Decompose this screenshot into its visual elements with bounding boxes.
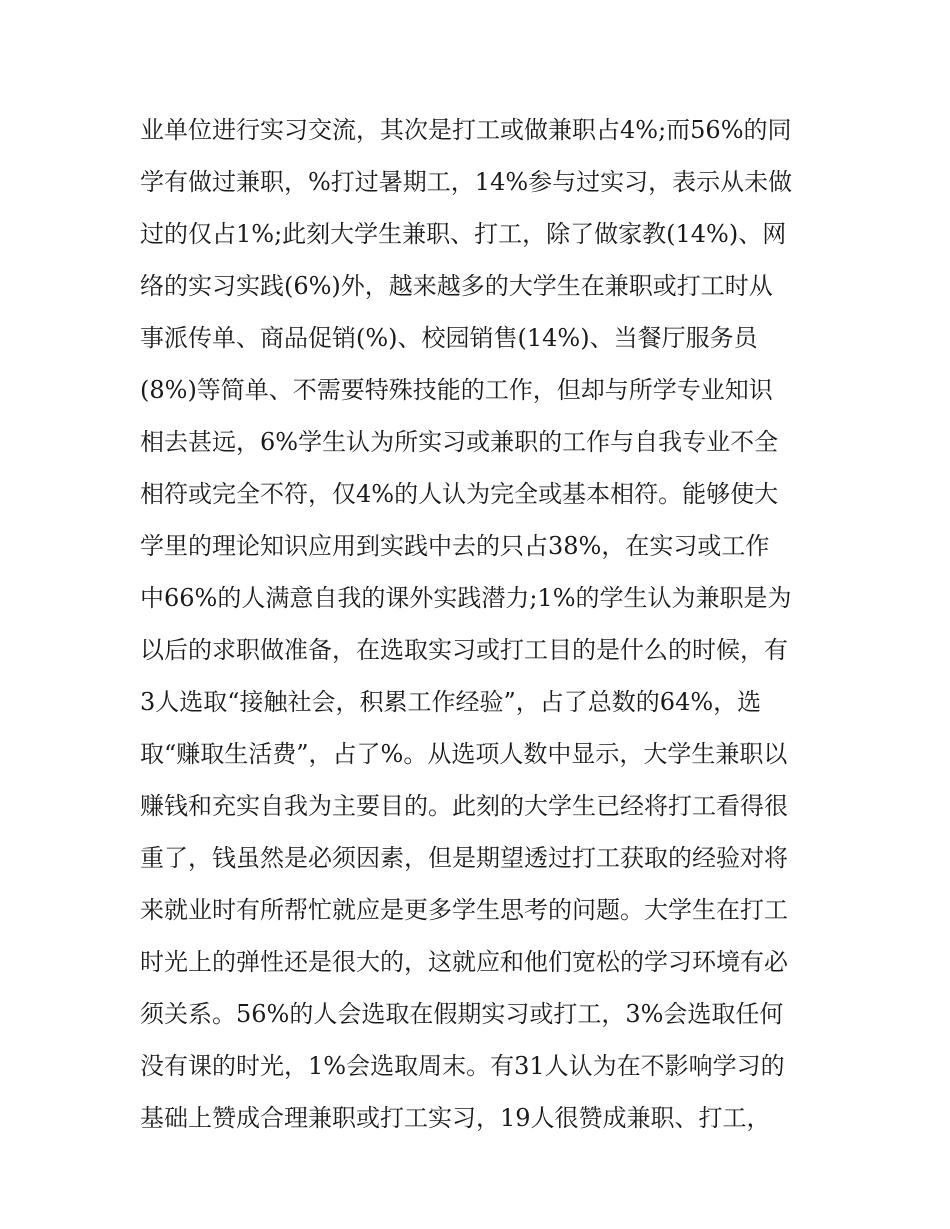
text-line: 须关系。56%的人会选取在假期实习或打工，3%会选取任何	[140, 1000, 784, 1028]
text-line: 相符或完全不符，仅4%的人认为完全或基本相符。能够使大	[140, 480, 779, 508]
text-line: 3人选取“接触社会，积累工作经验”，占了总数的64%，选	[140, 688, 762, 716]
text-line: 相去甚远，6%学生认为所实习或兼职的工作与自我专业不全	[140, 428, 779, 456]
text-line: 学有做过兼职，%打过暑期工，14%参与过实习，表示从未做	[140, 168, 793, 196]
text-line: 络的实习实践(6%)外，越来越多的大学生在兼职或打工时从	[140, 272, 773, 300]
text-line: 业单位进行实习交流，其次是打工或做兼职占4%;而56%的同	[140, 116, 792, 144]
text-line: 中66%的人满意自我的课外实践潜力;1%的学生认为兼职是为	[140, 584, 792, 612]
text-line: 没有课的时光，1%会选取周末。有31人认为在不影响学习的	[140, 1052, 785, 1080]
text-line: 过的仅占1%;此刻大学生兼职、打工，除了做家教(14%)、网	[140, 220, 787, 248]
text-line: 取“赚取生活费”，占了%。从选项人数中显示，大学生兼职以	[140, 740, 788, 768]
text-line: 赚钱和充实自我为主要目的。此刻的大学生已经将打工看得很	[140, 792, 788, 820]
text-line: 事派传单、商品促销(%)、校园销售(14%)、当餐厅服务员	[140, 324, 758, 352]
text-line: 学里的理论知识应用到实践中去的只占38%，在实习或工作	[140, 532, 770, 560]
text-line: 以后的求职做准备，在选取实习或打工目的是什么的时候，有	[140, 636, 788, 664]
text-line: 基础上赞成合理兼职或打工实习，19人很赞成兼职、打工，	[140, 1104, 771, 1132]
body-paragraph	[140, 104, 820, 1144]
text-line: 来就业时有所帮忙就应是更多学生思考的问题。大学生在打工	[140, 896, 788, 924]
text-line: 重了，钱虽然是必须因素，但是期望透过打工获取的经验对将	[140, 844, 788, 872]
text-line: 时光上的弹性还是很大的，这就应和他们宽松的学习环境有必	[140, 948, 788, 976]
text-line: (8%)等简单、不需要特殊技能的工作，但却与所学专业知识	[140, 376, 773, 404]
